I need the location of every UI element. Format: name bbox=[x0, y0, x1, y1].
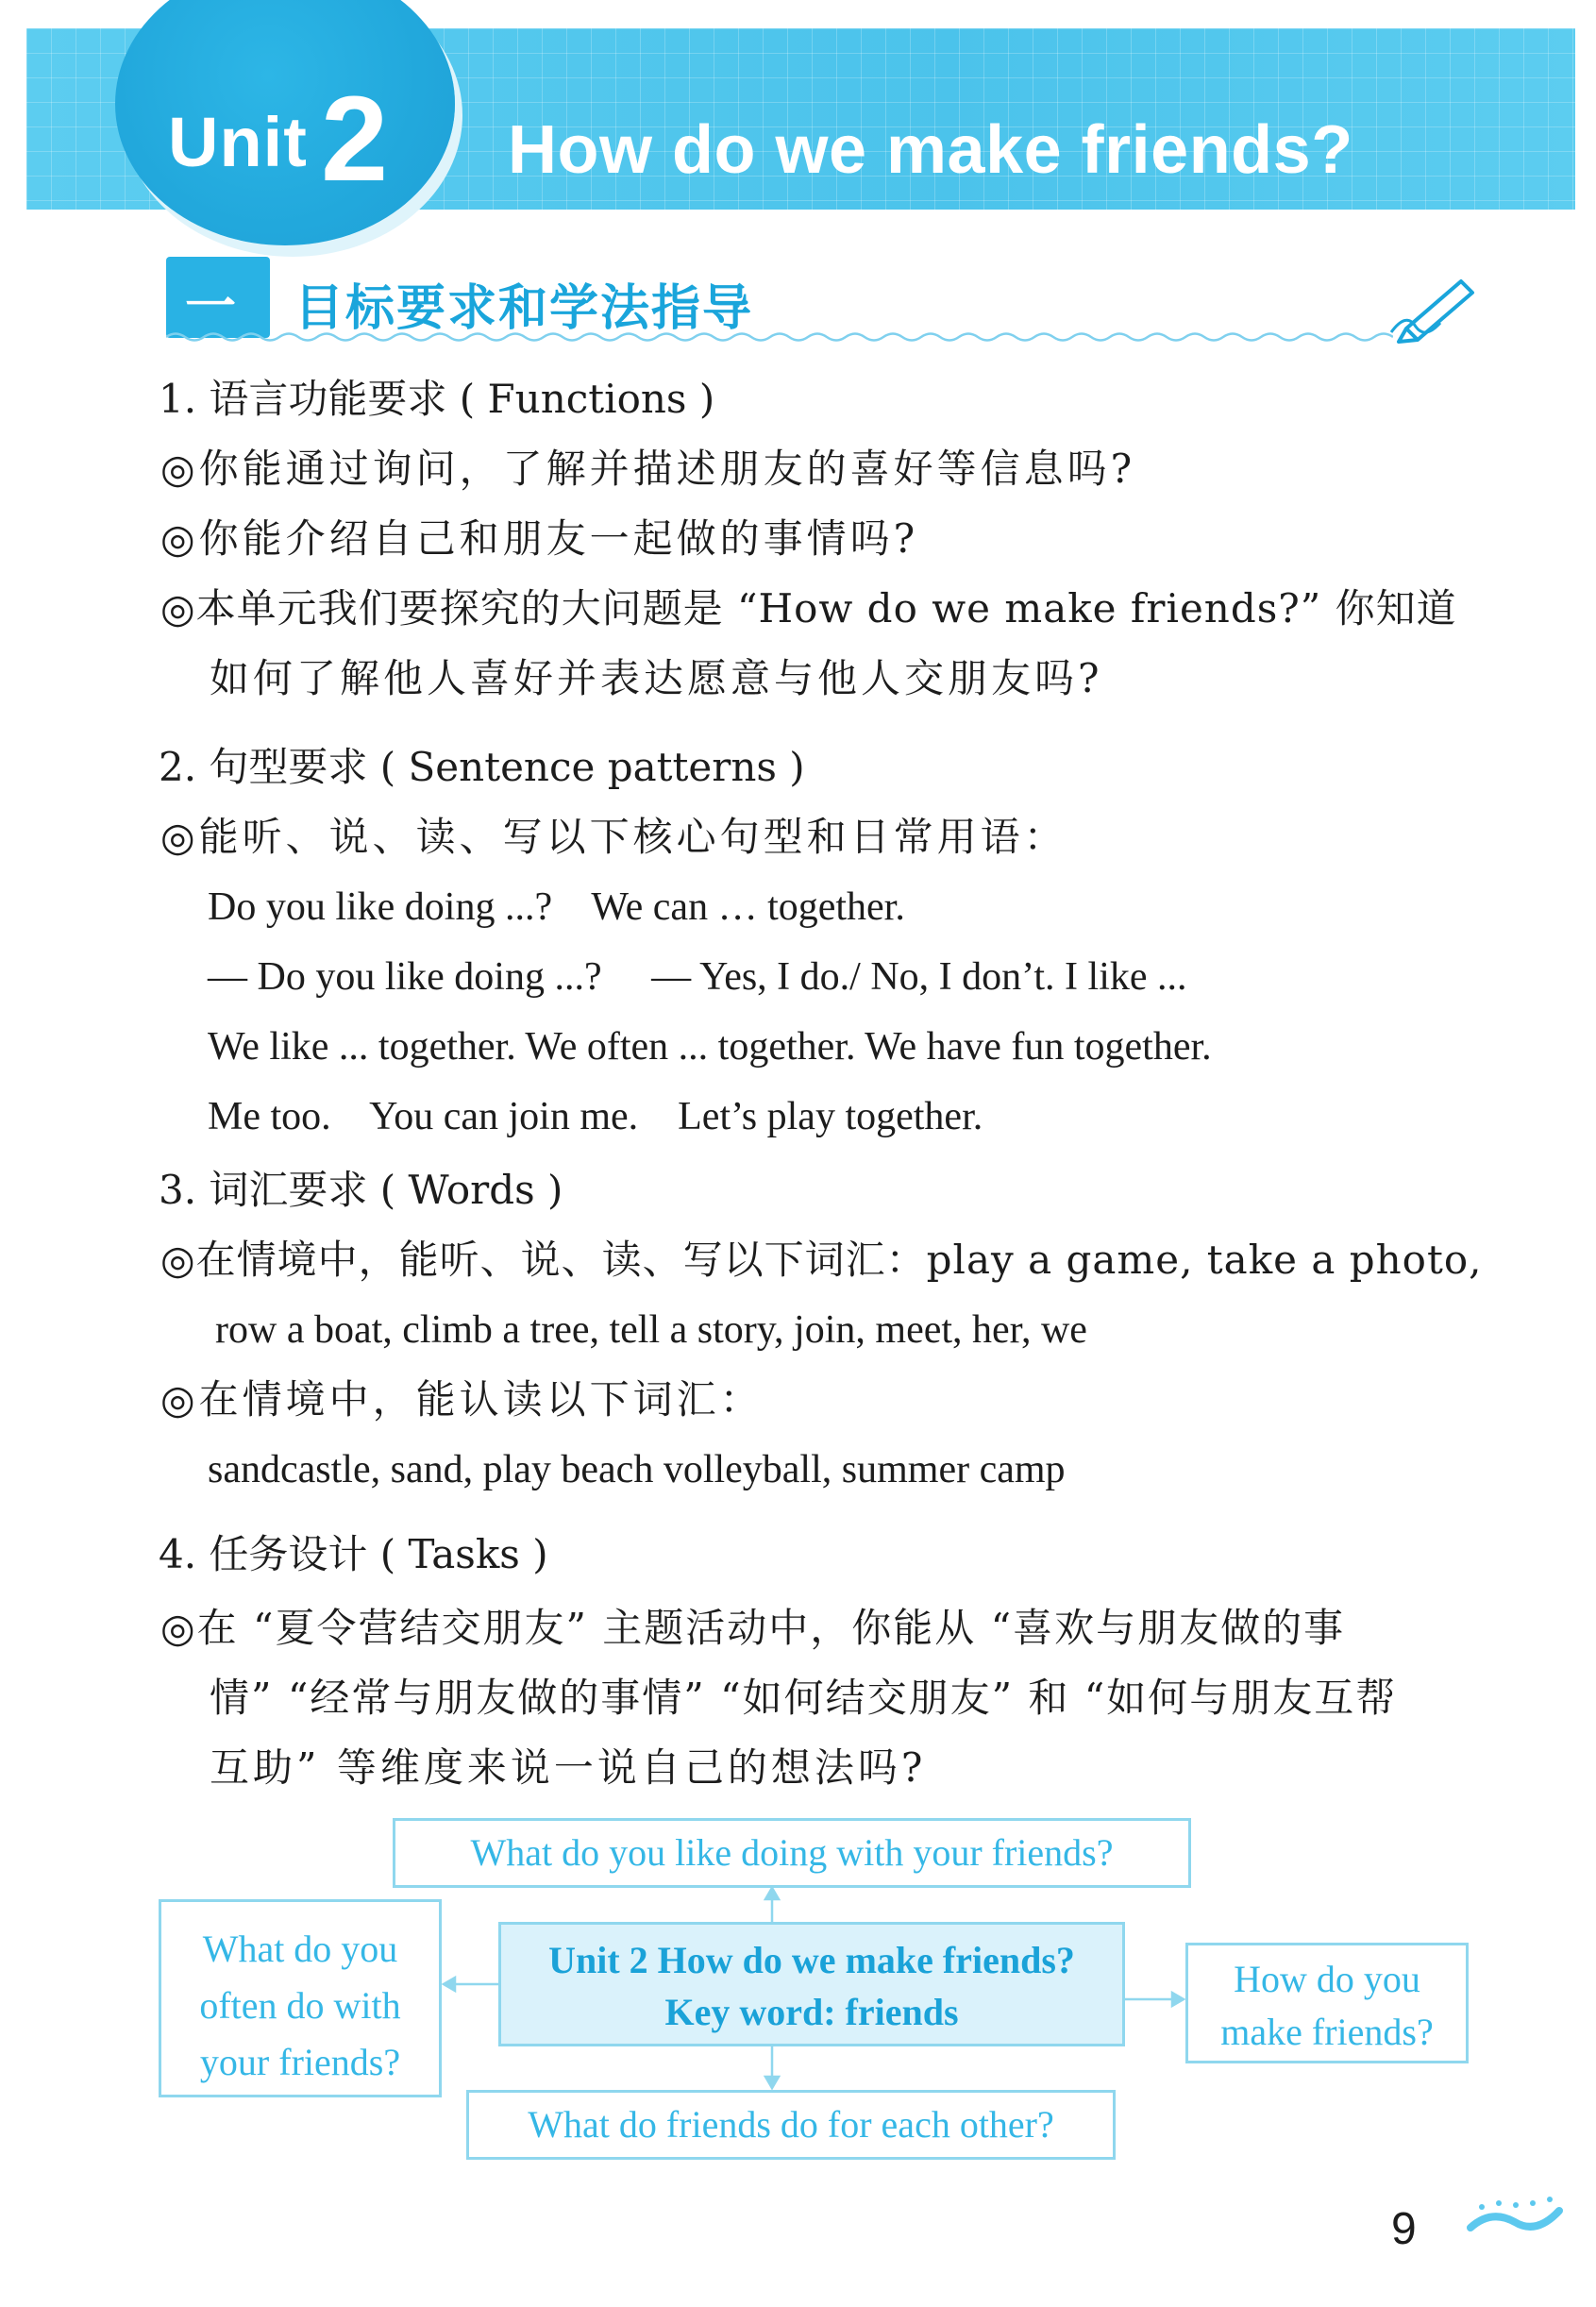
functions-item-3: ◎本单元我们要探究的大问题是 “How do we make friends?” 你知道 bbox=[160, 585, 1457, 631]
mindmap-center-keyword: Key word: friends bbox=[664, 1991, 959, 2033]
mindmap-left-line-1: What do you bbox=[202, 1928, 398, 1970]
pen-icon bbox=[1387, 274, 1478, 345]
section-title: 目标要求和学法指导 bbox=[294, 280, 754, 337]
mindmap-bottom-box bbox=[466, 2090, 1116, 2160]
words-item-2-cont: sandcastle, sand, play beach volleyball, summer camp bbox=[208, 1448, 1066, 1491]
arrowhead-down bbox=[765, 2077, 779, 2088]
heading-words: 3. 词汇要求 ( Words ) bbox=[159, 1167, 563, 1213]
words-item-1-cont: row a boat, climb a tree, tell a story, join, meet, her, we bbox=[215, 1308, 1087, 1352]
arrowhead-left bbox=[444, 1978, 455, 1991]
arrowhead-right bbox=[1172, 1993, 1184, 2006]
unit-title: How do we make friends? bbox=[508, 112, 1353, 188]
mindmap-left-line-3: your friends? bbox=[199, 2041, 401, 2083]
mindmap-top-text: What do you like doing with your friends? bbox=[470, 1831, 1114, 1874]
page-number: 9 bbox=[1391, 2204, 1417, 2254]
mindmap-left-line-2: often do with bbox=[199, 1984, 401, 2027]
mindmap-right-line-2: make friends? bbox=[1220, 2011, 1434, 2053]
heading-tasks: 4. 任务设计 ( Tasks ) bbox=[159, 1531, 548, 1577]
functions-item-2: ◎你能介绍自己和朋友一起做的事情吗? bbox=[160, 515, 919, 562]
pattern-line-2: — Do you like doing ...? — Yes, I do./ No, I don’t. I like ... bbox=[208, 955, 1187, 999]
pattern-line-1: Do you like doing ...? We can … together. bbox=[208, 885, 905, 929]
tasks-item-1: ◎在 “夏令营结交朋友” 主题活动中，你能从 “喜欢与朋友做的事 bbox=[160, 1605, 1346, 1651]
mindmap-right-box bbox=[1185, 1943, 1469, 2063]
words-item-1: ◎在情境中，能听、说、读、写以下词汇：play a game, take a photo, bbox=[160, 1237, 1483, 1283]
heading-functions: 1. 语言功能要求 ( Functions ) bbox=[159, 376, 715, 422]
pattern-line-4: Me too. You can join me. Let’s play together. bbox=[208, 1095, 983, 1138]
mindmap-left-box bbox=[159, 1899, 442, 2097]
mindmap-center-title: Unit 2 How do we make friends? bbox=[548, 1939, 1075, 1981]
arrowhead-up bbox=[765, 1888, 779, 1899]
pattern-line-3: We like ... together. We often ... together. We have fun together. bbox=[208, 1025, 1212, 1069]
section-number: 一 bbox=[185, 277, 236, 336]
functions-item-1: ◎你能通过询问，了解并描述朋友的喜好等信息吗? bbox=[160, 446, 1136, 492]
mindmap-right-line-1: How do you bbox=[1234, 1958, 1420, 2000]
section-wavy-line bbox=[166, 330, 1393, 344]
wave-decoration-icon bbox=[1463, 2190, 1567, 2247]
functions-item-3-cont: 如何了解他人喜好并表达愿意与他人交朋友吗? bbox=[210, 655, 1103, 701]
mindmap-center-box bbox=[498, 1922, 1125, 2046]
mindmap-bottom-text: What do friends do for each other? bbox=[528, 2103, 1054, 2146]
patterns-intro: ◎能听、说、读、写以下核心句型和日常用语： bbox=[160, 814, 1067, 860]
tasks-item-1-cont-2: 互助” 等维度来说一说自己的想法吗? bbox=[210, 1744, 927, 1791]
mindmap-top-box bbox=[393, 1818, 1191, 1888]
unit-number: 2 bbox=[321, 72, 389, 207]
unit-label: Unit bbox=[168, 103, 308, 181]
tasks-item-1-cont-1: 情” “经常与朋友做的事情” “如何结交朋友” 和 “如何与朋友互帮 bbox=[210, 1675, 1398, 1721]
heading-sentence-patterns: 2. 句型要求 ( Sentence patterns ) bbox=[159, 744, 805, 790]
words-item-2: ◎在情境中，能认读以下词汇： bbox=[160, 1376, 764, 1423]
